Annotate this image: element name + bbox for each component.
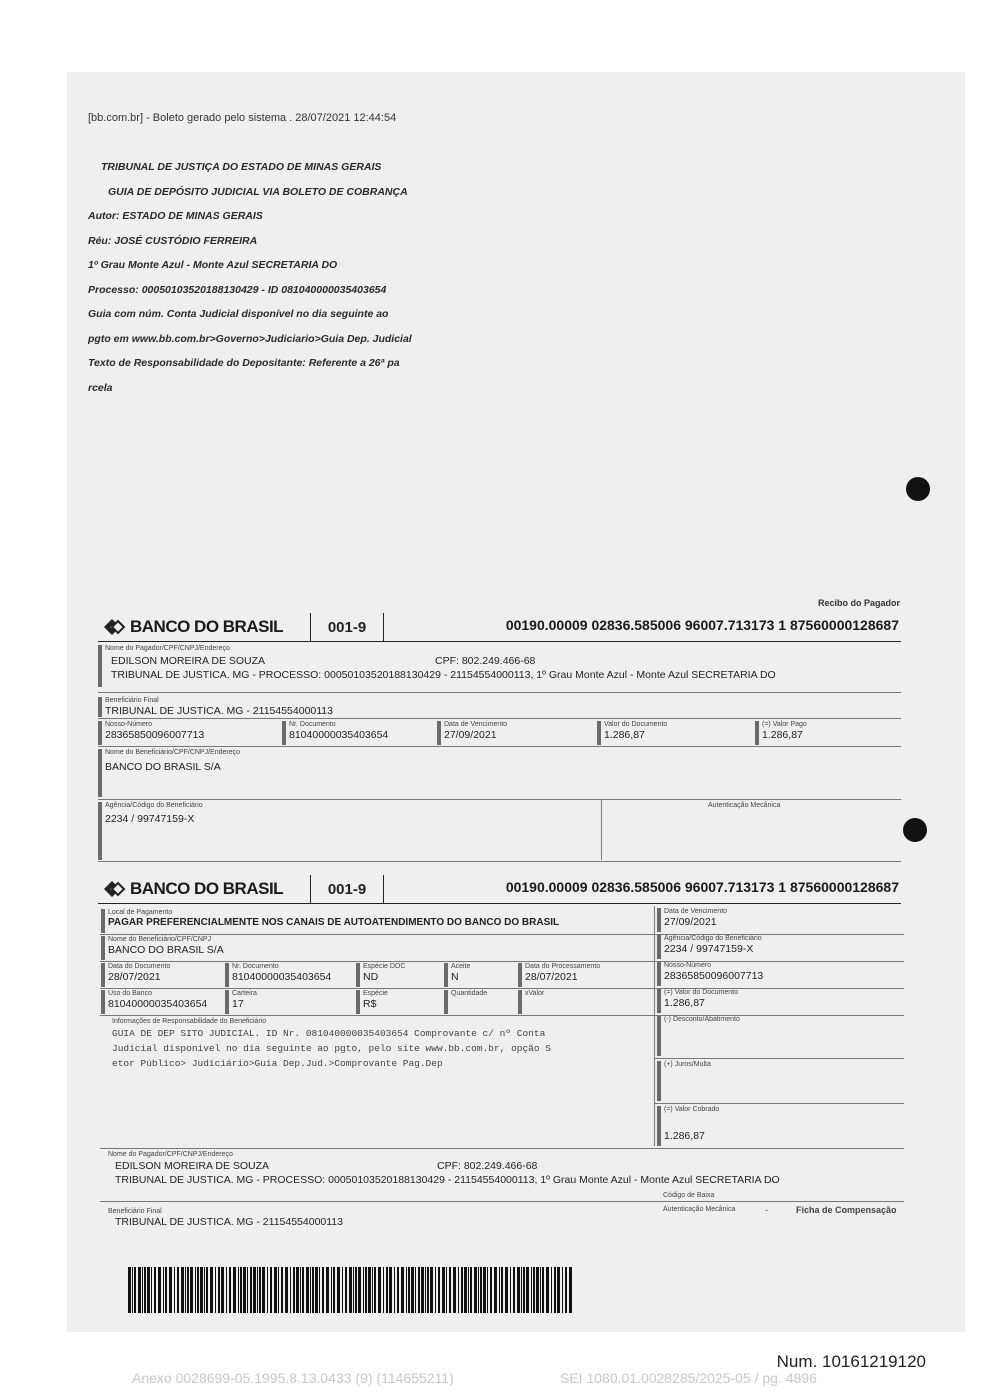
- pagador-name: EDILSON MOREIRA DE SOUZA: [115, 1160, 270, 1172]
- divider: [100, 1201, 904, 1202]
- ficha-aceite: Aceite N: [444, 963, 511, 987]
- intro-line: Processo: 00050103520188130429 - ID 081040000035403654: [88, 283, 387, 296]
- ficha-valor-documento: (=) Valor do Documento 1.286,87: [657, 989, 904, 1013]
- recibo-agencia: Agência/Código do Beneficiário 2234 / 99747159-X: [98, 802, 600, 860]
- recibo-valor-documento: Valor do Documento 1.286,87: [597, 721, 744, 745]
- document-number: Num. 10161219120: [776, 1352, 926, 1371]
- recibo-nosso-numero: Nosso-Número 28365850096007713: [98, 721, 275, 745]
- divider: [98, 746, 901, 747]
- pagador-cpf: CPF: 802.249.466-68: [437, 1160, 538, 1172]
- ficha-especie-doc: Espécie DOC ND: [356, 963, 437, 987]
- system-header: [bb.com.br] - Boleto gerado pelo sistema . 28/07/2021 12:44:54: [88, 112, 397, 124]
- barcode: [128, 1267, 576, 1313]
- recibo-autenticacao: Autenticação Mecânica: [708, 802, 781, 809]
- divider: [98, 799, 901, 800]
- bank-code: 001-9: [310, 613, 384, 641]
- ficha-xvalor: xValor: [518, 990, 650, 1014]
- sei-reference: SEI 1080.01.0028285/2025-05 / pg. 4896: [560, 1370, 817, 1386]
- bank-header-ficha: [98, 873, 901, 904]
- recibo-title: Recibo do Pagador: [817, 598, 900, 608]
- intro-block: [88, 158, 478, 403]
- bb-logo-icon: [102, 617, 126, 637]
- intro-line: Autor: ESTADO DE MINAS GERAIS: [88, 210, 263, 222]
- punch-hole: [903, 818, 927, 842]
- recibo-vencimento: Data de Vencimento 27/09/2021: [437, 721, 584, 745]
- divider: [601, 799, 602, 860]
- bank-logo: [102, 617, 283, 637]
- pagador-cpf: CPF: 802.249.466-68: [435, 655, 536, 667]
- ficha-vencimento: Data de Vencimento 27/09/2021: [657, 908, 904, 932]
- divider: [654, 1103, 904, 1104]
- ficha-carteira: Carteira 17: [225, 990, 354, 1014]
- divider: [654, 906, 655, 1146]
- ficha-data-documento: Data do Documento 28/07/2021: [101, 963, 218, 987]
- recibo-beneficiario-final: Beneficiário Final TRIBUNAL DE JUSTICA. MG - 21154554000113: [98, 697, 405, 717]
- intro-line: rcela: [88, 381, 113, 394]
- digitable-line: 00190.00009 02836.585006 96007.713173 1 87560000128687: [505, 617, 899, 633]
- pagador-address: TRIBUNAL DE JUSTICA. MG - PROCESSO: 00050103520188130429 - 21154554000113, 1º Grau Monte Azul - Monte Azul SECRETARIA DO: [111, 669, 776, 681]
- ficha-valor-cobrado: (=) Valor Cobrado 1.286,87: [657, 1106, 904, 1146]
- ficha-pagador-label: Nome do Pagador/CPF/CNPJ/Endereço: [108, 1151, 233, 1158]
- ficha-benef-final: TRIBUNAL DE JUSTICA. MG - 21154554000113: [115, 1216, 343, 1228]
- ficha-benef-final-label: Beneficiário Final: [108, 1208, 162, 1215]
- recibo-pagador: Nome do Pagador/CPF/CNPJ/Endereço EDILSON MOREIRA DE SOUZA CPF: 802.249.466-68 TRIBUNAL DE JUSTICA. MG - PROCESSO: 00050103520188130429 - 21154554000113, 1º Grau Monte Azul - Monte Azul SECRETARIA DO: [98, 645, 905, 687]
- divider: [654, 1058, 904, 1059]
- recibo-beneficiario: Nome do Beneficiário/CPF/CNPJ/Endereço BANCO DO BRASIL S/A: [98, 749, 605, 797]
- ficha-nosso-numero: Nosso-Número 28365850096007713: [657, 962, 904, 986]
- intro-line: 1º Grau Monte Azul - Monte Azul SECRETARIA DO: [88, 259, 338, 271]
- punch-hole: [906, 477, 930, 501]
- ficha-local-pagamento: Local de Pagamento PAGAR PREFERENCIALMENTE NOS CANAIS DE AUTOATENDIMENTO DO BANCO DO BRASIL: [101, 909, 653, 933]
- divider: [98, 718, 901, 719]
- intro-line: Réu: JOSÉ CUSTÓDIO FERREIRA: [88, 234, 258, 247]
- ficha-uso-banco: Uso do Banco 81040000035403654: [101, 990, 226, 1014]
- ficha-desconto: (-) Desconto/Abatimento: [657, 1016, 904, 1056]
- intro-line: GUIA DE DEPÓSITO JUDICIAL VIA BOLETO DE COBRANÇA: [108, 185, 408, 198]
- ficha-data-processamento: Data do Processamento 28/07/2021: [518, 963, 650, 987]
- bb-logo-icon: [102, 879, 126, 899]
- divider: [100, 1148, 904, 1149]
- recibo-nr-documento: Nr. Documento 81040000035403654: [282, 721, 429, 745]
- dash: -: [765, 1205, 768, 1215]
- intro-line: TRIBUNAL DE JUSTIÇA DO ESTADO DE MINAS GERAIS: [101, 161, 382, 173]
- intro-line: Guia com núm. Conta Judicial disponível no dia seguinte ao: [88, 308, 389, 320]
- codigo-baixa-label: Código de Baixa: [663, 1192, 715, 1199]
- intro-line: pgto em www.bb.com.br>Governo>Judiciario>Guia Dep. Judicial: [88, 332, 412, 345]
- ficha-nr-documento: Nr. Documento 81040000035403654: [225, 963, 354, 987]
- intro-line: Texto de Responsabilidade do Depositante: Referente a 26ª pa: [88, 357, 400, 369]
- ficha-info-label: Informações de Responsabilidade do Beneficiário: [112, 1018, 267, 1025]
- recibo-valor-pago: (=) Valor Pago 1.286,87: [755, 721, 902, 745]
- ficha-quantidade: Quantidade: [444, 990, 511, 1014]
- pagador-name: EDILSON MOREIRA DE SOUZA: [111, 655, 266, 667]
- annex-reference: Anexo 0028699-05.1995.8.13.0433 (9) (114655211): [132, 1370, 454, 1386]
- bank-name: BANCO DO BRASIL: [130, 879, 284, 898]
- ficha-especie: Espécie R$: [356, 990, 437, 1014]
- ficha-compensacao-label: Ficha de Compensação: [796, 1205, 897, 1215]
- ficha-beneficiario: Nome do Beneficiário/CPF/CNPJ BANCO DO BRASIL S/A: [101, 936, 653, 960]
- ficha-autenticacao: Autenticação Mecânica: [663, 1206, 736, 1213]
- ficha-agencia: Agência/Código do Beneficiário 2234 / 99747159-X: [657, 935, 904, 959]
- ficha-juros: (+) Juros/Multa: [657, 1061, 904, 1101]
- bank-code: 001-9: [310, 875, 384, 903]
- bank-name: BANCO DO BRASIL: [130, 617, 284, 636]
- bank-header-recibo: [98, 611, 901, 642]
- digitable-line: 00190.00009 02836.585006 96007.713173 1 87560000128687: [505, 879, 899, 895]
- pagador-address: TRIBUNAL DE JUSTICA. MG - PROCESSO: 00050103520188130429 - 21154554000113, 1º Grau Monte Azul - Monte Azul SECRETARIA DO: [115, 1174, 780, 1186]
- ficha-info-text: GUIA DE DEP SITO JUDICIAL. ID Nr. 081040000035403654 Comprovante c/ nº Conta Judicial disponivel no dia seguinte ao pgto, pelo site www.bb.com.br, opção S etor Público> Judiciário>Guia Dep.Jud.>Comprovante Pag.Dep: [112, 1028, 551, 1069]
- divider: [98, 861, 901, 862]
- bank-logo: [102, 879, 283, 899]
- divider: [98, 692, 901, 693]
